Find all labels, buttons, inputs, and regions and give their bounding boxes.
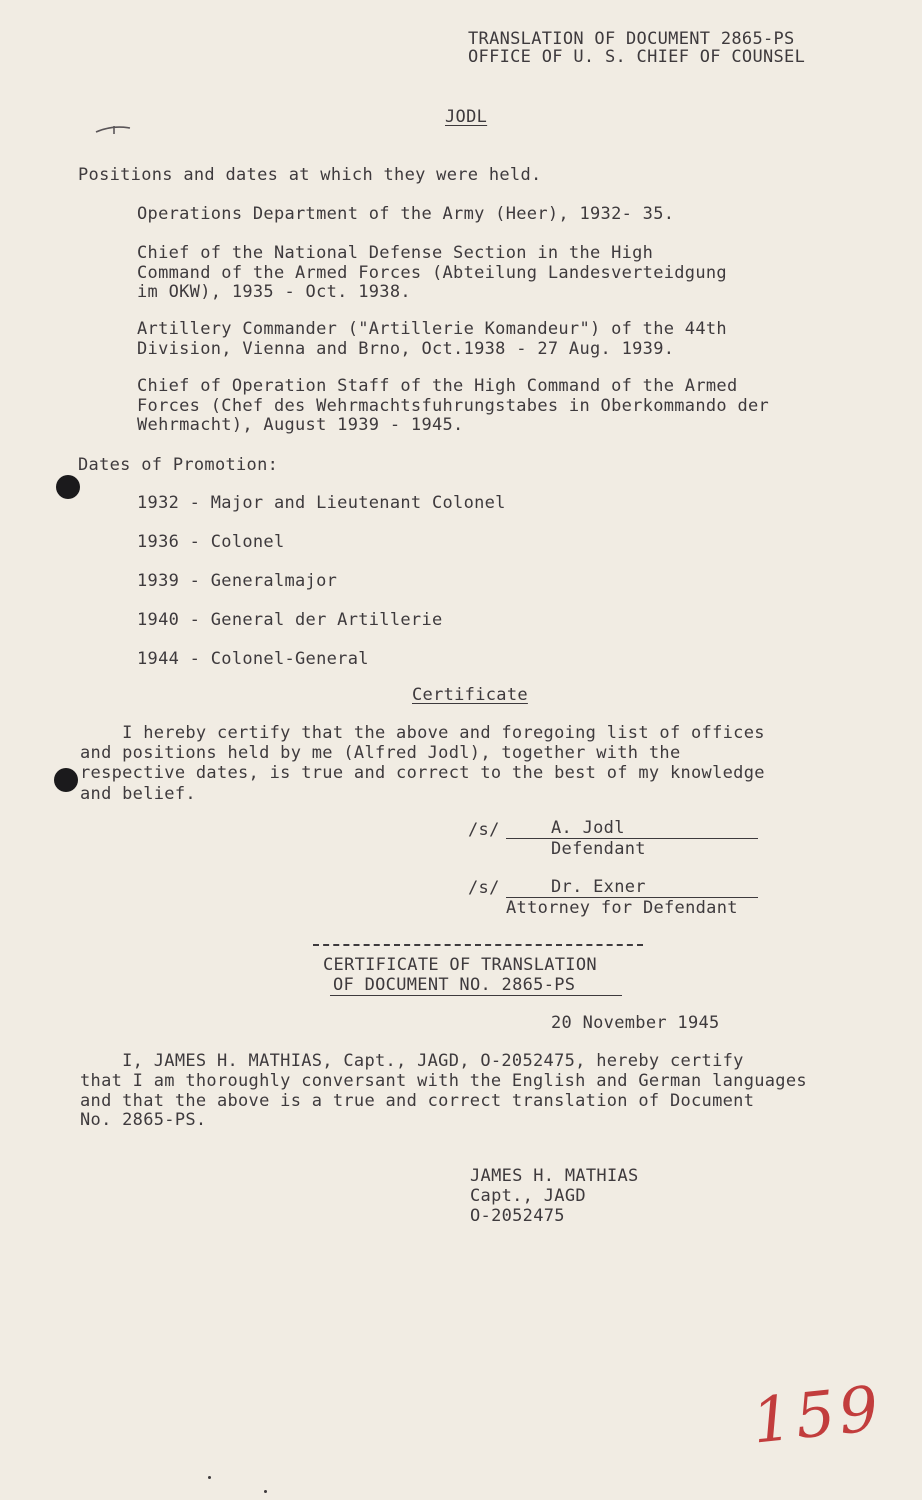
- translation-heading-2: OF DOCUMENT NO. 2865-PS: [333, 975, 576, 995]
- certificate-heading: Certificate: [412, 685, 528, 705]
- promotion-item-4: 1940 - General der Artillerie: [137, 610, 443, 630]
- position-item-2-line-1: Chief of the National Defense Section in the High: [137, 243, 654, 263]
- translation-line-3: and that the above is a true and correct translation of Document: [80, 1091, 755, 1111]
- certificate-line-4: and belief.: [80, 784, 196, 804]
- promotion-item-1: 1932 - Major and Lieutenant Colonel: [137, 493, 506, 513]
- certificate-line-2: and positions held by me (Alfred Jodl), together with the: [80, 743, 681, 763]
- document-title: JODL: [445, 107, 488, 127]
- position-item-4: [137, 377, 769, 436]
- punch-hole-icon: [54, 768, 78, 792]
- promotions-heading: Dates of Promotion:: [78, 455, 279, 475]
- signature-2-name: Dr. Exner: [551, 877, 646, 897]
- signature-1-role: Defendant: [551, 839, 646, 859]
- translation-line-1: I, JAMES H. MATHIAS, Capt., JAGD, O-2052475, hereby certify: [80, 1051, 744, 1071]
- translator-serial: O-2052475: [470, 1206, 565, 1226]
- positions-heading: Positions and dates at which they were held.: [78, 165, 542, 185]
- translation-heading-1: CERTIFICATE OF TRANSLATION: [323, 955, 597, 975]
- signature-1-name: A. Jodl: [551, 818, 625, 838]
- certificate-line-3: respective dates, is true and correct to the best of my knowledge: [80, 763, 765, 783]
- position-item-4-line-3: Wehrmacht), August 1939 - 1945.: [137, 415, 464, 435]
- position-item-1: Operations Department of the Army (Heer), 1932- 35.: [137, 204, 675, 224]
- translator-name: JAMES H. MATHIAS: [470, 1166, 639, 1186]
- position-item-4-line-1: Chief of Operation Staff of the High Command of the Armed: [137, 376, 738, 396]
- position-item-3-line-2: Division, Vienna and Brno, Oct.1938 - 27 Aug. 1939.: [137, 338, 675, 359]
- translation-heading-underline: [330, 995, 622, 996]
- translator-rank: Capt., JAGD: [470, 1186, 586, 1206]
- certificate-line-1: I hereby certify that the above and foregoing list of offices: [80, 723, 765, 743]
- signature-2-prefix: /s/: [468, 878, 500, 898]
- scan-speck: [264, 1490, 267, 1493]
- translation-date: 20 November 1945: [551, 1013, 720, 1033]
- signature-2-role: Attorney for Defendant: [506, 898, 738, 918]
- translation-line-2: that I am thoroughly conversant with the English and German languages: [80, 1071, 807, 1091]
- header-line-1: TRANSLATION OF DOCUMENT 2865-PS: [468, 29, 795, 49]
- position-item-3-line-1: Artillery Commander ("Artillerie Komandeur") of the 44th: [137, 319, 727, 339]
- promotion-item-2: 1936 - Colonel: [137, 532, 285, 552]
- punch-hole-icon: [56, 475, 80, 499]
- header-line-2: OFFICE OF U. S. CHIEF OF COUNSEL: [468, 47, 806, 67]
- position-item-2-line-2: Command of the Armed Forces (Abteilung Landesverteidgung: [137, 262, 727, 283]
- pencil-mark-icon: [92, 120, 142, 140]
- promotion-item-3: 1939 - Generalmajor: [137, 571, 338, 591]
- page-number: 159: [748, 1371, 886, 1458]
- position-item-2-line-3: im OKW), 1935 - Oct. 1938.: [137, 282, 411, 302]
- scan-speck: [208, 1476, 211, 1479]
- position-item-2: [137, 244, 727, 303]
- translation-line-4: No. 2865-PS.: [80, 1110, 207, 1130]
- dashed-separator: [313, 944, 643, 946]
- signature-1-prefix: /s/: [468, 820, 500, 840]
- position-item-3: [137, 320, 727, 359]
- promotion-item-5: 1944 - Colonel-General: [137, 649, 369, 669]
- position-item-4-line-2: Forces (Chef des Wehrmachtsfuhrungstabes in Oberkommando der: [137, 395, 770, 416]
